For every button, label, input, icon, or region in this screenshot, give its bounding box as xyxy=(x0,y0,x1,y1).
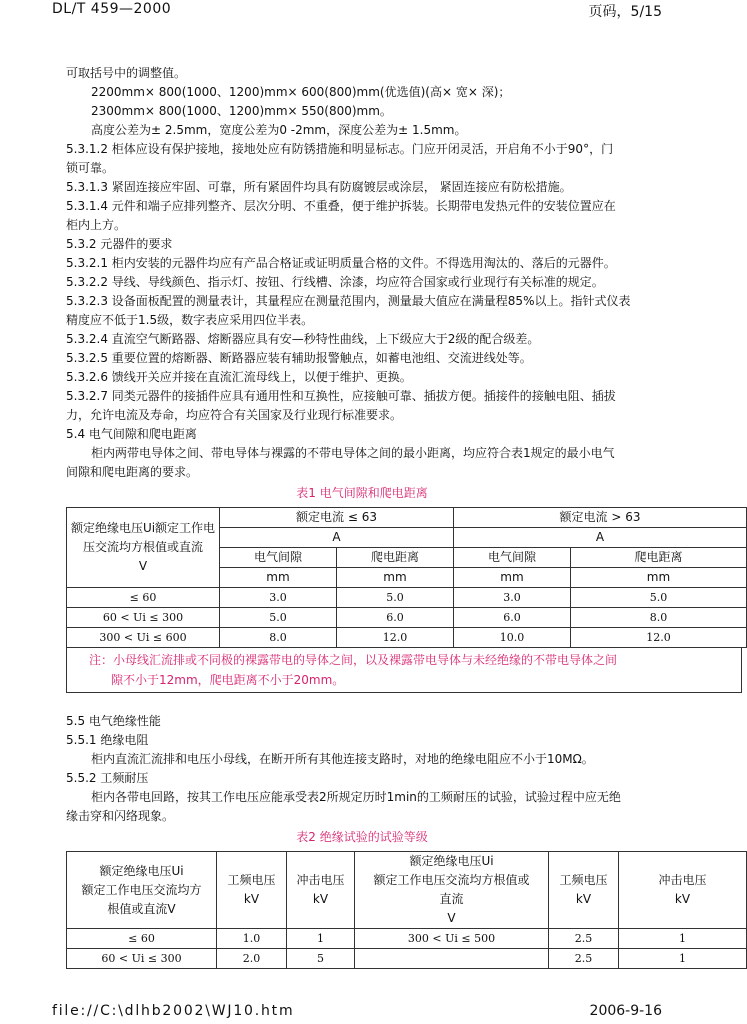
paragraph: 5.3.1.3 紧固连接应牢固、可靠，所有紧固件均具有防腐镀层或涂层， 紧固连接应有防松措施。 xyxy=(66,180,572,194)
paragraph: 柜内直流汇流排和电压小母线，在断开所有其他连接支路时，对地的绝缘电阻应不小于10MΩ。 xyxy=(91,752,594,766)
table1-note: 注：小母线汇流排或不同极的裸露带电的导体之间，以及裸露带电导体与未经绝缘的不带电导体之间 隙不小于12mm，爬电距离不小于20mm。 xyxy=(66,648,742,693)
paragraph: 力，允许电流及寿命，均应符合有关国家及行业现行标准要求。 xyxy=(66,408,403,422)
table1-header-creep: 爬电距离 xyxy=(337,548,454,568)
page-number: 页码，5/15 xyxy=(588,4,662,20)
paragraph: 5.3.2.4 直流空气断路器、熔断器应具有安—秒特性曲线，上下级应大于2级的配合级差。 xyxy=(66,332,540,346)
paragraph: 柜内两带电导体之间、带电导体与裸露的不带电导体之间的最小距离，均应符合表1规定的最小电气 xyxy=(91,446,615,460)
paragraph: 高度公差为± 2.5mm，宽度公差为0 -2mm，深度公差为± 1.5mm。 xyxy=(91,123,467,137)
paragraph: 5.3.2.7 同类元器件的接插件应具有通用性和互换性，应接触可靠、插拔方便。插接件的接触电阻、插拔 xyxy=(66,389,616,403)
table2-header-rated: 额定绝缘电压Ui 额定工作电压交流均方根值或 直流 V xyxy=(355,852,549,929)
table1-unit: mm xyxy=(220,568,337,588)
page-footer xyxy=(0,1003,724,1023)
paragraph: 缘击穿和闪络现象。 xyxy=(66,809,175,823)
table1 xyxy=(66,507,747,648)
table-row: 300 < Ui ≤ 600 8.0 12.0 10.0 12.0 xyxy=(67,628,747,648)
paragraph: 可取括号中的调整值。 xyxy=(66,66,187,80)
table1-header-gap: 电气间隙 xyxy=(454,548,571,568)
paragraph: 2300mm× 800(1000、1200)mm× 550(800)mm。 xyxy=(91,104,392,118)
table1-caption: 表1 电气间隙和爬电距离 xyxy=(296,486,428,500)
paragraph: 5.3.2.1 柜内安装的元器件均应有产品合格证或证明质量合格的文件。不得选用淘汰的、落后的元器件。 xyxy=(66,256,616,270)
table1-header-current-low: 额定电流 ≤ 63 xyxy=(220,508,454,528)
section-heading: 5.3.2 元器件的要求 xyxy=(66,237,173,251)
paragraph: 2200mm× 800(1000、1200)mm× 600(800)mm(优选值)(高× 宽× 深)； xyxy=(91,85,511,99)
paragraph: 5.3.2.3 设备面板配置的测量表计，其量程应在测量范围内，测量最大值应在满量程85%以上。指针式仪表 xyxy=(66,294,631,308)
table2-header-impulse: 冲击电压 kV xyxy=(287,852,355,929)
paragraph: 5.3.2.6 馈线开关应并接在直流汇流母线上，以便于维护、更换。 xyxy=(66,370,412,384)
file-path: file://C:\dlhb2002\WJ10.htm xyxy=(52,1003,295,1019)
table-row: ≤ 60 3.0 5.0 3.0 5.0 xyxy=(67,588,747,608)
table2-header-freq: 工频电压 kV xyxy=(549,852,619,929)
table1-unit: mm xyxy=(337,568,454,588)
section-heading: 5.5 电气绝缘性能 xyxy=(66,714,161,728)
table1-header-creep: 爬电距离 xyxy=(571,548,747,568)
document-body xyxy=(66,64,707,986)
section-heading: 5.5.1 绝缘电阻 xyxy=(66,733,149,747)
paragraph: 精度应不低于1.5级，数字表应采用四位半表。 xyxy=(66,313,314,327)
table1-unit: mm xyxy=(454,568,571,588)
table1-header-rated: 额定绝缘电压Ui额定工作电 压交流均方根值或直流 V xyxy=(67,508,220,588)
paragraph: 柜内各带电回路，按其工作电压应能承受表2所规定历时1min的工频耐压的试验，试验过程中应无绝 xyxy=(91,790,621,804)
section-heading: 5.5.2 工频耐压 xyxy=(66,771,149,785)
table2-caption: 表2 绝缘试验的试验等级 xyxy=(296,830,428,844)
table1-unit: A xyxy=(220,528,454,548)
paragraph: 柜内上方。 xyxy=(66,218,127,232)
table-row: ≤ 60 1.0 1 300 < Ui ≤ 500 2.5 1 xyxy=(67,929,747,949)
paragraph: 5.3.2.2 导线、导线颜色、指示灯、按钮、行线槽、涂漆，均应符合国家或行业现行有关标准的规定。 xyxy=(66,275,604,289)
paragraph: 锁可靠。 xyxy=(66,161,115,175)
table1-unit: A xyxy=(454,528,747,548)
table2-header-impulse: 冲击电压 kV xyxy=(619,852,747,929)
table1-unit: mm xyxy=(571,568,747,588)
table-row: 60 < Ui ≤ 300 5.0 6.0 6.0 8.0 xyxy=(67,608,747,628)
table2 xyxy=(66,851,747,969)
paragraph: 5.3.1.2 柜体应设有保护接地，接地处应有防锈措施和明显标志。门应开闭灵活，开启角不小于90°，门 xyxy=(66,142,614,156)
table2-header-rated: 额定绝缘电压Ui 额定工作电压交流均方 根值或直流V xyxy=(67,852,217,929)
paragraph: 5.3.2.5 重要位置的熔断器、断路器应装有辅助报警触点，如蓄电池组、交流进线处等。 xyxy=(66,351,532,365)
table2-header-freq: 工频电压 kV xyxy=(217,852,287,929)
paragraph: 间隙和爬电距离的要求。 xyxy=(66,465,199,479)
table1-header-current-high: 额定电流 > 63 xyxy=(454,508,747,528)
section-heading: 5.4 电气间隙和爬电距离 xyxy=(66,427,197,441)
paragraph: 5.3.1.4 元件和端子应排列整齐、层次分明、不重叠，便于维护拆装。长期带电发热元件的安装位置应在 xyxy=(66,199,616,213)
print-date: 2006-9-16 xyxy=(589,1003,662,1019)
page-header xyxy=(0,0,724,20)
table1-header-gap: 电气间隙 xyxy=(220,548,337,568)
table-row: 60 < Ui ≤ 300 2.0 5 2.5 1 xyxy=(67,949,747,969)
doc-code: DL/T 459—2000 xyxy=(52,1,172,17)
